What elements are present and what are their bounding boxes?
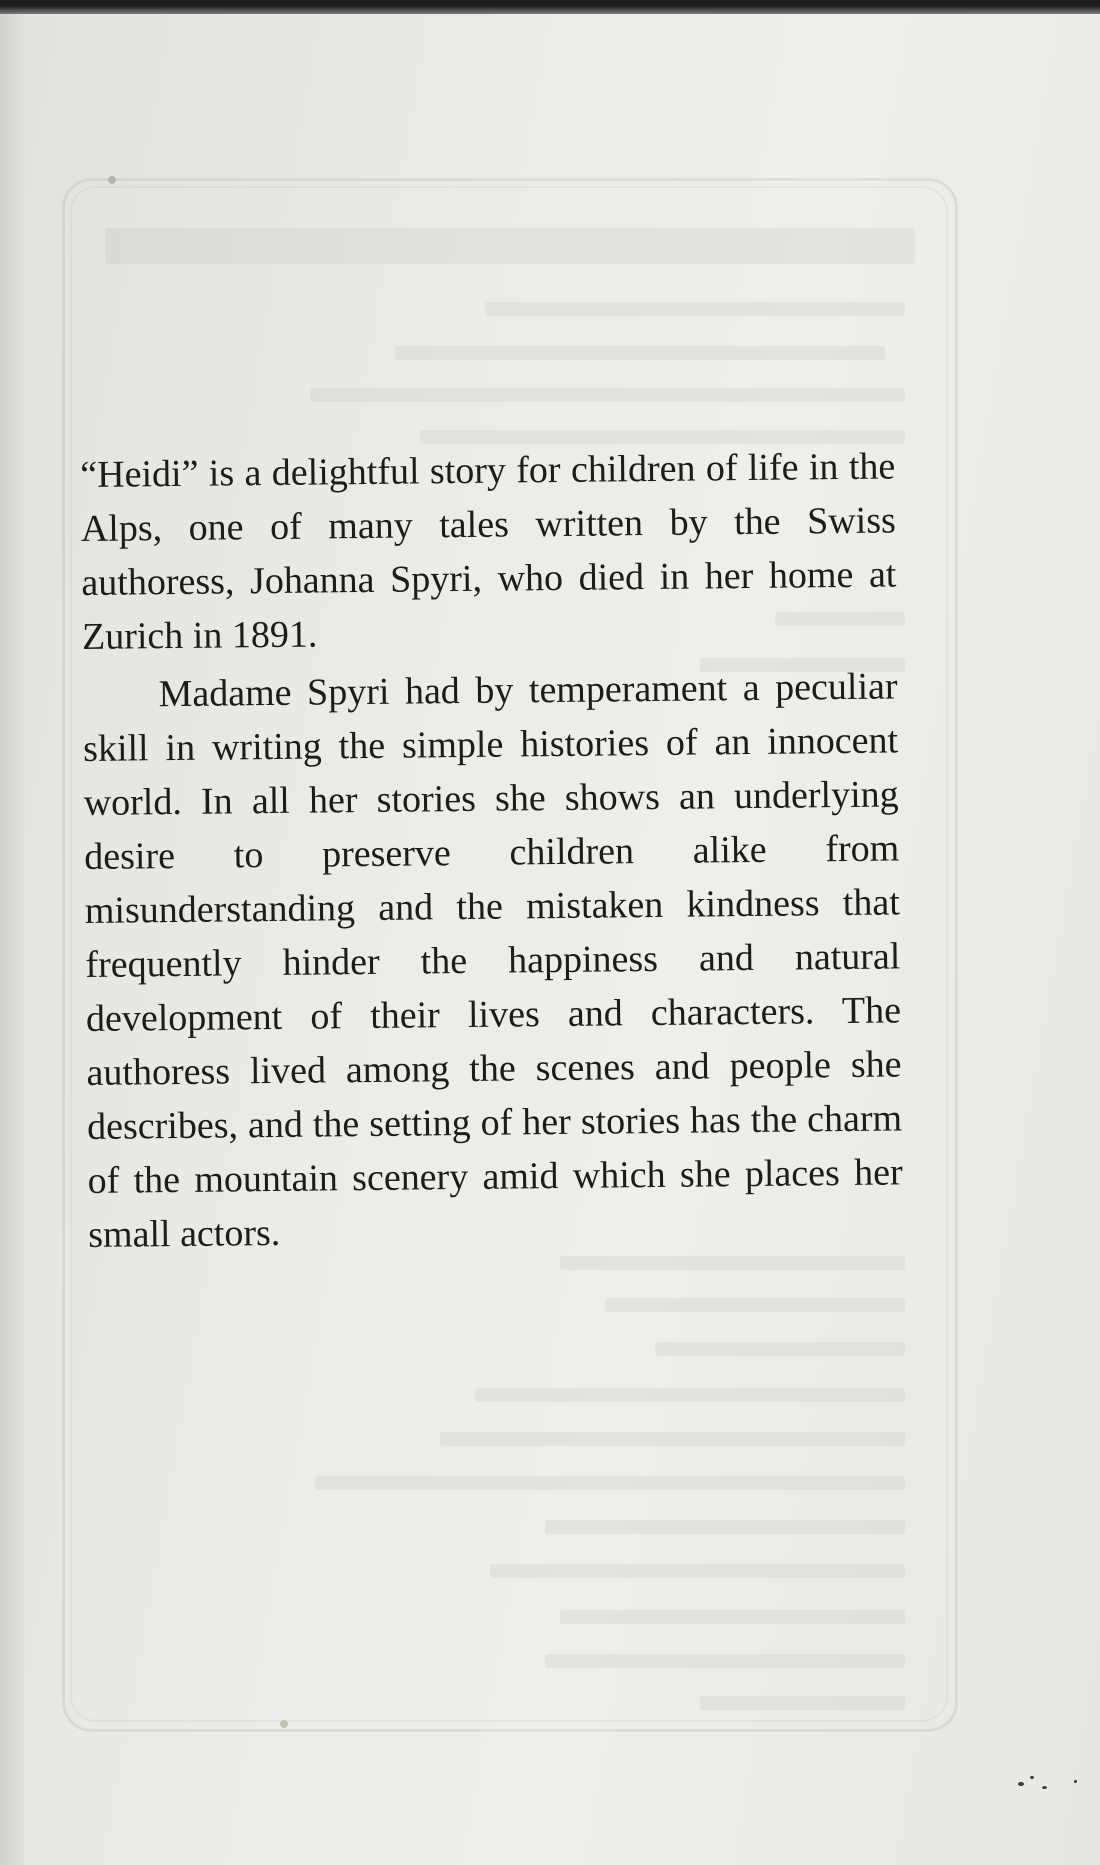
top-shadow (0, 0, 1100, 14)
paper-speck (280, 1720, 288, 1728)
page-gutter-edge (0, 0, 24, 1865)
paper-speck (1074, 1780, 1077, 1783)
paper-speck (1042, 1786, 1047, 1789)
paper-speck (1030, 1776, 1034, 1779)
paper-speck (108, 176, 116, 184)
preface-text (80, 439, 903, 1261)
paragraph: Madame Spyri had by temperament a peculiar skill in writing the simple histories of an innocent world. In all her stories she shows an underlying desire to preserve children alike from misunderstanding and the mistaken kindness that frequently hinder the happiness and natural development of their lives and characters. The authoress lived among the scenes and people she describes, and the setting of her stories has the charm of the mountain scenery amid which she places her small actors. (82, 665, 903, 1256)
paragraph: “Heidi” is a delightful story for children of life in the Alps, one of many tales written by the Swiss authoress, Johanna Spyri, who died in her home at Zurich in 1891. (80, 445, 897, 658)
paper-speck (1018, 1782, 1024, 1786)
